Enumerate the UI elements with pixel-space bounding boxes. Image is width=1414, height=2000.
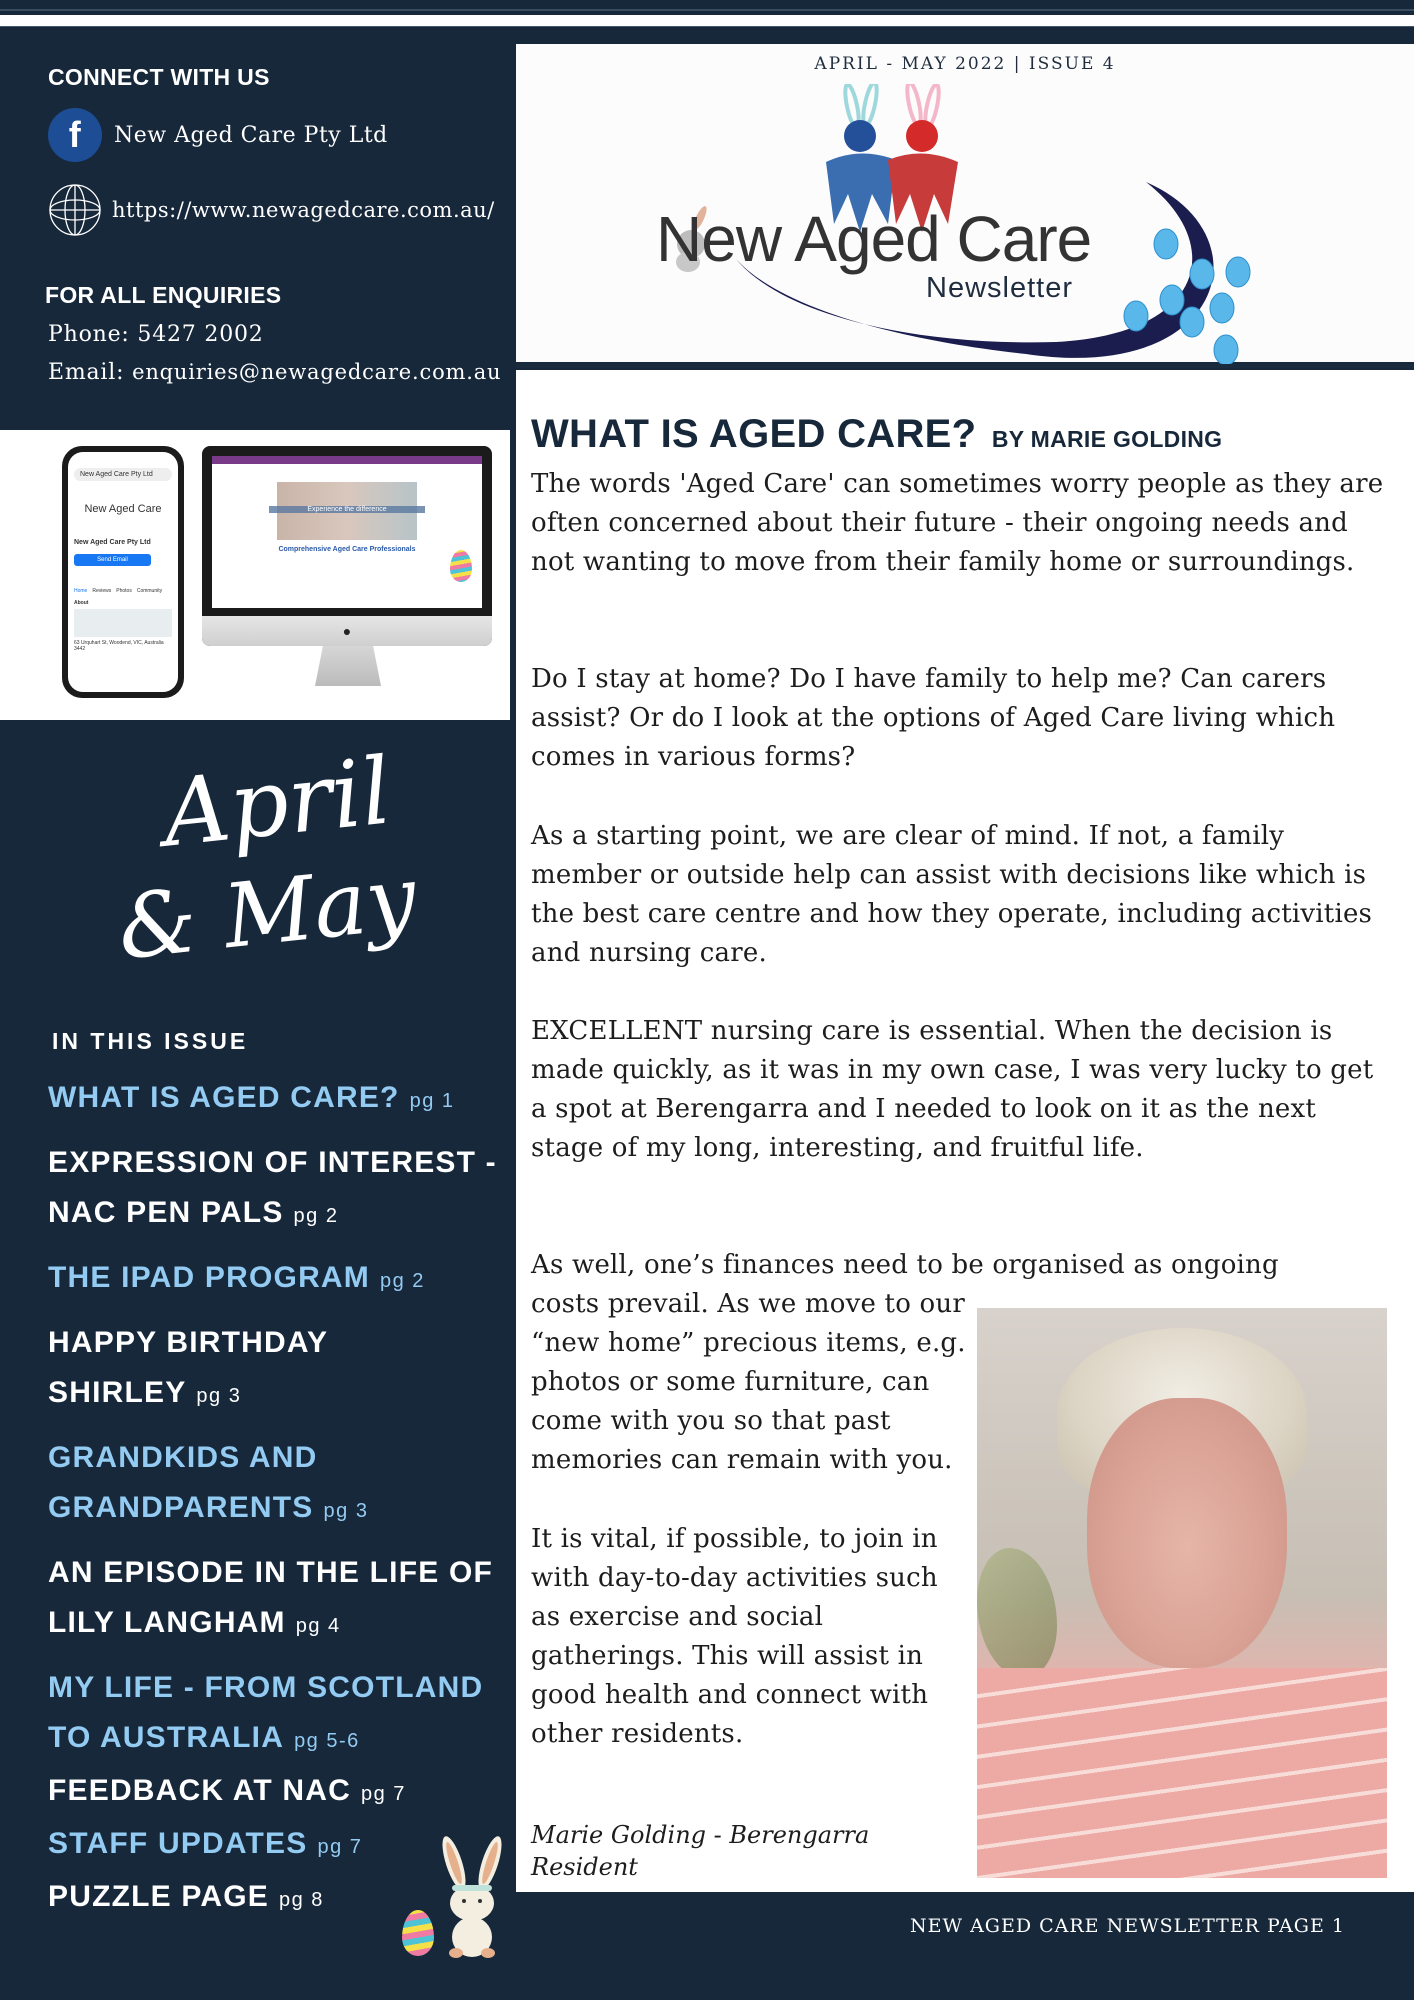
photo-background [977,1548,1057,1678]
easter-egg-icon [402,1910,434,1956]
phone-screen [68,452,178,692]
main-content [514,42,1414,1892]
issue-script-title [0,737,514,980]
toc-page: pg 2 [293,1205,339,1227]
toc-title: PUZZLE PAGE [48,1880,269,1913]
facebook-link[interactable] [48,108,388,162]
website-link[interactable] [48,183,495,237]
email-line [48,360,501,385]
top-white-band [0,15,1414,27]
facebook-icon: f [48,108,102,162]
article-paragraph: It is vital, if possible, to join in with day-to-day activities such as exercise and social gatherings. This will assist in good health and connect with other residents. [531,1524,938,1749]
website-hero-image [277,482,417,540]
toc-title: AN EPISODE IN THE LIFE OF LILY LANGHAM [48,1556,494,1639]
email-address[interactable]: enquiries@newagedcare.com.au [132,360,502,384]
in-this-issue-heading: IN THIS ISSUE [52,1028,249,1054]
browser-tabs [212,456,482,464]
imac-stand [315,646,381,686]
top-rule [0,9,1414,11]
toc-page: pg 3 [323,1500,369,1522]
article-what-is-aged-care [516,370,1414,1892]
enquiries-heading: FOR ALL ENQUIRIES [45,282,282,308]
toc-page: pg 1 [409,1090,455,1112]
photo-shirt [977,1668,1387,1878]
email-label: Email: [48,360,125,385]
toc-title: MY LIFE - FROM SCOTLAND TO AUSTRALIA [48,1671,484,1754]
easter-bunny-icon [432,1835,512,1960]
photo-face [1087,1398,1287,1668]
phone-about: About [74,600,89,606]
article-paragraph: As well, one’s finances need to be organised as ongoing [531,1250,1279,1280]
hero-banner: Experience the difference [269,506,425,513]
masthead-divider [516,364,1414,368]
apple-logo-icon: ● [202,616,492,646]
toc-item-pen-pals[interactable] [48,1138,518,1241]
issue-date-line: APRIL - MAY 2022 | ISSUE 4 [814,54,1116,74]
article-title-text: WHAT IS AGED CARE? [531,412,977,456]
toc-title: EXPRESSION OF INTEREST - NAC PEN PALS [48,1146,497,1229]
article-signoff: Marie Golding - Berengarra Resident [531,1821,870,1881]
masthead [516,44,1414,362]
phone-logo: New Aged Care [84,503,162,515]
top-border [0,0,1414,28]
phone-tab: Home [74,588,88,594]
sidebar [0,28,514,2000]
toc-item-scotland[interactable] [48,1663,518,1766]
toc-item-ipad-program[interactable] [48,1253,518,1306]
globe-icon [48,183,102,237]
phone-tab: Photos [116,588,132,594]
toc-item-grandkids[interactable] [48,1433,388,1536]
phone-address: 63 Urquhart St, Woodend, VIC, Australia 3442 [74,640,164,652]
phone-tabs [74,588,172,594]
facebook-label: New Aged Care Pty Ltd [114,122,388,148]
article-title [531,412,1222,457]
resident-portrait-photo [977,1308,1387,1878]
article-paragraph: EXCELLENT nursing care is essential. When the decision is made quickly, as it was in my own case, I was very lucky to get a spot at Berengarra and I needed to look on it as the next stage of my long, interesting, and fruitful life. [531,1016,1374,1163]
connect-heading: CONNECT WITH US [48,64,270,90]
website-url: https://www.newagedcare.com.au/ [112,198,495,222]
toc-item-what-is-aged-care[interactable] [48,1073,518,1126]
phone-search-bar: New Aged Care Pty Ltd [74,468,172,481]
toc-page: pg 5-6 [294,1730,360,1752]
article-paragraph: As a starting point, we are clear of mind. If not, a family member or outside help can assist with decisions like which is the best care centre and how they operate, including activities and nursing care. [531,821,1373,968]
toc-page: pg 8 [279,1889,324,1911]
toc-title: WHAT IS AGED CARE? [48,1081,400,1114]
phone-page-name: New Aged Care Pty Ltd [74,539,151,546]
phone-send-email-button: Send Email [74,554,151,566]
toc-page: pg 2 [379,1270,425,1292]
logo-title: New Aged Care [656,203,1092,275]
website-heading: Comprehensive Aged Care Professionals [278,546,416,553]
phone-tab: Community [136,588,163,594]
script-title-line1: April [157,737,396,868]
phone-map [74,609,172,637]
article-byline: BY MARIE GOLDING [991,426,1223,452]
logo-subtitle: Newsletter [926,272,1073,304]
phone-tab: Reviews [92,588,112,594]
toc-page: pg 4 [295,1615,341,1637]
toc-page: pg 7 [317,1836,363,1858]
easter-egg-icon [450,550,472,582]
toc-item-birthday-shirley[interactable] [48,1318,388,1421]
table-of-contents [48,1073,518,1925]
toc-item-feedback[interactable] [48,1766,518,1819]
article-paragraph: The words 'Aged Care' can sometimes worry people as they are often concerned about their future - their ongoing needs and not wanting to move from their family home or surroundings. [531,469,1384,577]
article-paragraph: Do I stay at home? Do I have family to help me? Can carers assist? Or do I look at the options of Aged Care living which comes in various forms? [531,664,1336,772]
toc-page: pg 7 [361,1783,406,1805]
toc-title: FEEDBACK AT NAC [48,1774,351,1807]
article-paragraph: costs prevail. As we move to our “new home” precious items, e.g. photos or some furniture, can come with you so that past memories can remain with you. [531,1289,966,1475]
phone-number: Phone: 5427 2002 [48,322,264,347]
script-title-line2: & May [113,845,421,980]
toc-item-lily-langham[interactable] [48,1548,518,1651]
imac-screen [212,456,482,608]
toc-title: THE IPAD PROGRAM [48,1261,370,1294]
toc-title: GRANDKIDS AND GRANDPARENTS [48,1441,318,1524]
toc-title: HAPPY BIRTHDAY SHIRLEY [48,1326,328,1409]
promo-devices-image [0,430,510,720]
imac-mockup [202,446,492,646]
toc-title: STAFF UPDATES [48,1827,308,1860]
phone-mockup [62,446,184,698]
toc-page: pg 3 [196,1385,242,1407]
footer-page-label: NEW AGED CARE NEWSLETTER PAGE 1 [910,1915,1345,1937]
